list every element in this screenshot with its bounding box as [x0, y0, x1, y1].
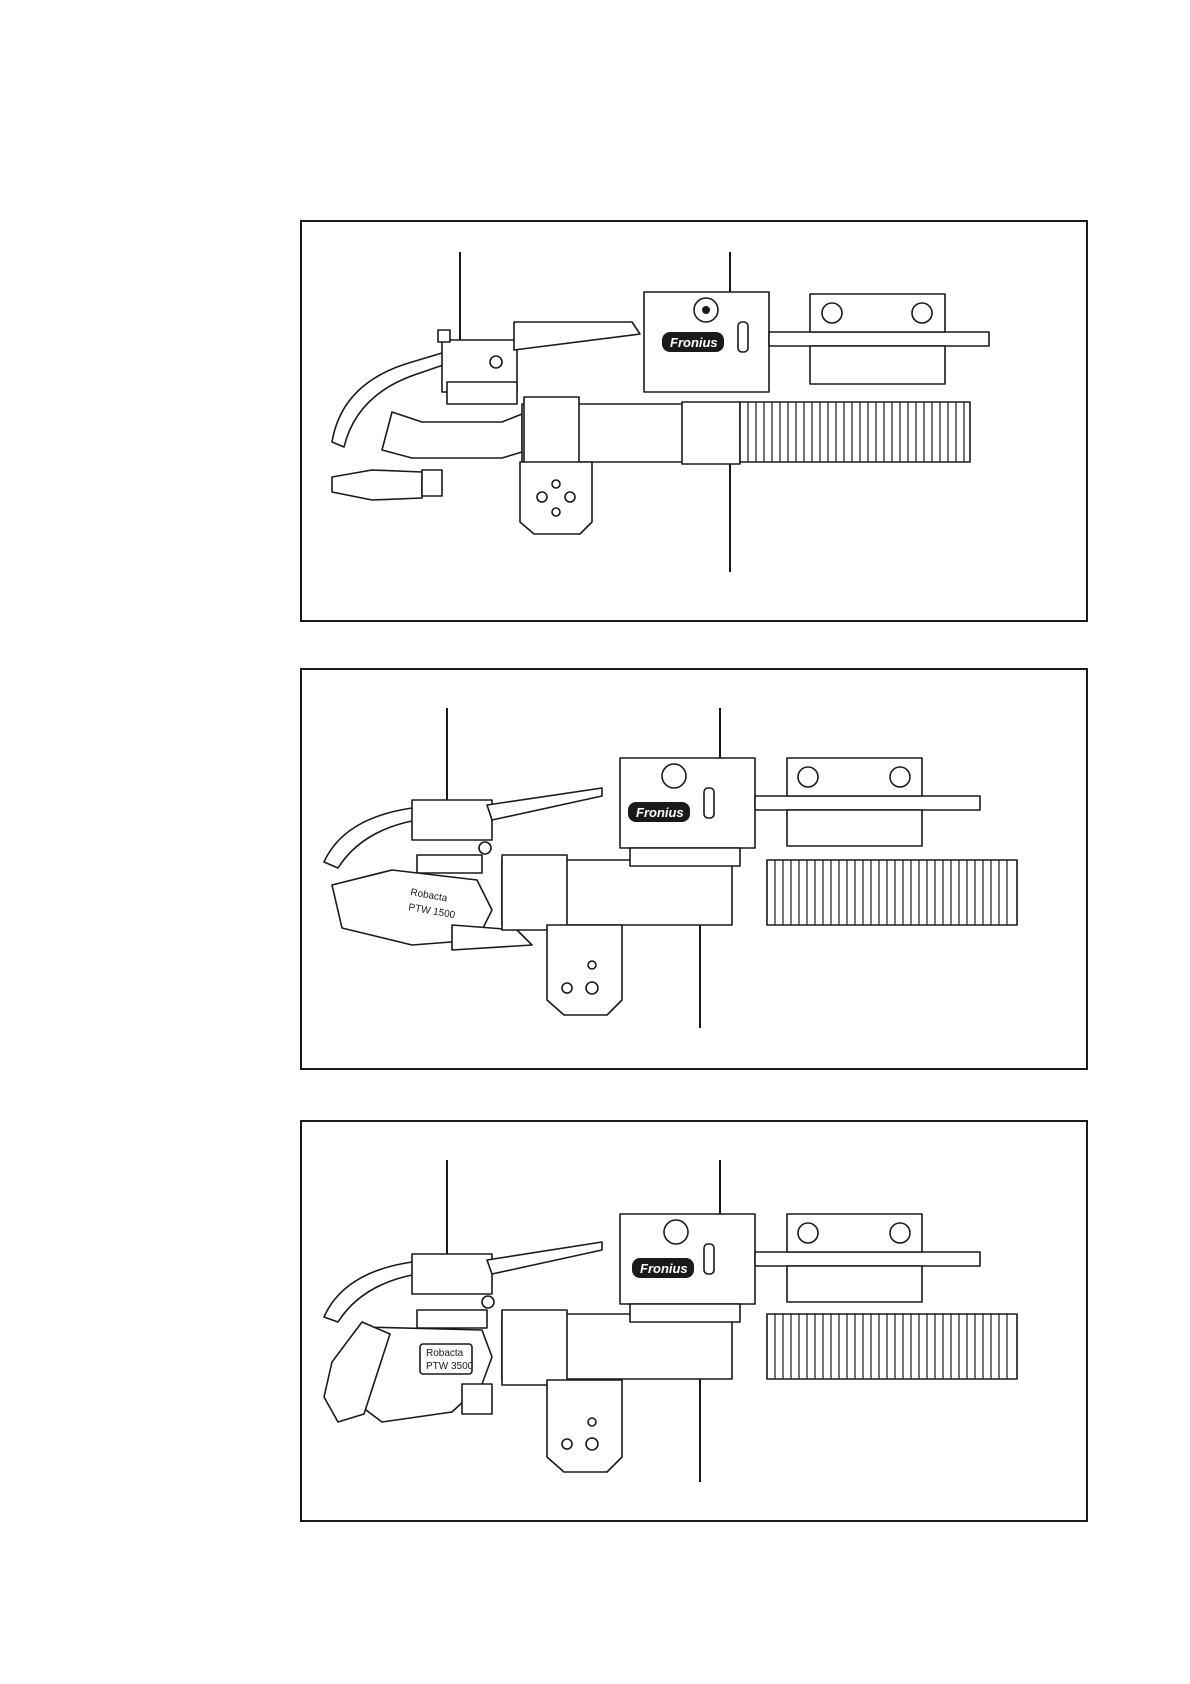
rear-clamp-bolt-2	[912, 303, 932, 323]
fronius-logo: Fronius	[670, 335, 718, 350]
fronius-logo: Fronius	[636, 805, 684, 820]
torch-arm	[487, 788, 602, 820]
rear-block	[787, 1266, 922, 1302]
torch-model-line-1: Robacta	[409, 887, 449, 905]
torch-body	[382, 412, 522, 458]
housing-skirt	[630, 1304, 740, 1322]
flange-hole-4	[552, 508, 560, 516]
bellows-hose	[740, 402, 970, 462]
housing-bolt	[662, 764, 686, 788]
clamp-screw	[482, 1296, 494, 1308]
guide-rod	[755, 1252, 980, 1266]
flange-hole-3	[588, 1418, 596, 1426]
mount-plate	[524, 397, 579, 467]
housing-slot	[704, 1244, 714, 1274]
flange-hole-2	[586, 1438, 598, 1450]
figure-panel-3	[300, 1120, 1088, 1522]
rear-clamp-bolt-2	[890, 1223, 910, 1243]
guide-rod	[769, 332, 989, 346]
flange-hole-1	[537, 492, 547, 502]
guide-rod	[755, 796, 980, 810]
torch-connector	[422, 470, 442, 496]
rear-clamp-bolt-1	[798, 767, 818, 787]
torch-assembly-drawing-3	[302, 1122, 1086, 1520]
torch-model-line-1: Robacta	[426, 1348, 464, 1359]
clamp-block	[412, 800, 492, 840]
flange-hole-3	[552, 480, 560, 488]
torch-arm	[514, 322, 640, 350]
torch-nozzle	[332, 470, 422, 500]
gooseneck	[324, 808, 417, 868]
mount-flange	[520, 462, 592, 534]
flange-hole-2	[565, 492, 575, 502]
rear-block	[810, 346, 945, 384]
rear-clamp-bolt-1	[798, 1223, 818, 1243]
flange-hole-1	[562, 983, 572, 993]
figure-panel-2	[300, 668, 1088, 1070]
clamp-base	[417, 855, 482, 873]
clamp-knob	[438, 330, 450, 342]
torch-arm	[487, 1242, 602, 1274]
clamp-base	[447, 382, 517, 404]
clamp-base	[417, 1310, 487, 1328]
mount-plate	[502, 1310, 567, 1385]
figure-panel-1	[300, 220, 1088, 622]
flange-hole-1	[562, 1439, 572, 1449]
gooseneck	[324, 1262, 417, 1322]
tube-collar	[682, 402, 740, 464]
rear-block	[787, 810, 922, 846]
clamp-block	[412, 1254, 492, 1294]
bellows-hose	[767, 1314, 1017, 1379]
mount-flange	[547, 925, 622, 1015]
clamp-screw	[490, 356, 502, 368]
rear-clamp-bolt-2	[890, 767, 910, 787]
clamp-screw	[479, 842, 491, 854]
fronius-logo: Fronius	[640, 1261, 688, 1276]
housing-bolt	[664, 1220, 688, 1244]
housing-skirt	[630, 848, 740, 866]
housing-slot	[738, 322, 748, 352]
mount-flange	[547, 1380, 622, 1472]
torch-connector	[462, 1384, 492, 1414]
flange-hole-2	[586, 982, 598, 994]
torch-assembly-drawing-1	[302, 222, 1086, 620]
torch-assembly-drawing-2	[302, 670, 1086, 1068]
rear-clamp-bolt-1	[822, 303, 842, 323]
mount-plate	[502, 855, 567, 930]
flange-hole-3	[588, 961, 596, 969]
bellows-hose	[767, 860, 1017, 925]
housing-slot	[704, 788, 714, 818]
torch-model-line-2: PTW 3500	[426, 1361, 474, 1372]
torch-model-line-2: PTW 1500	[407, 902, 456, 922]
